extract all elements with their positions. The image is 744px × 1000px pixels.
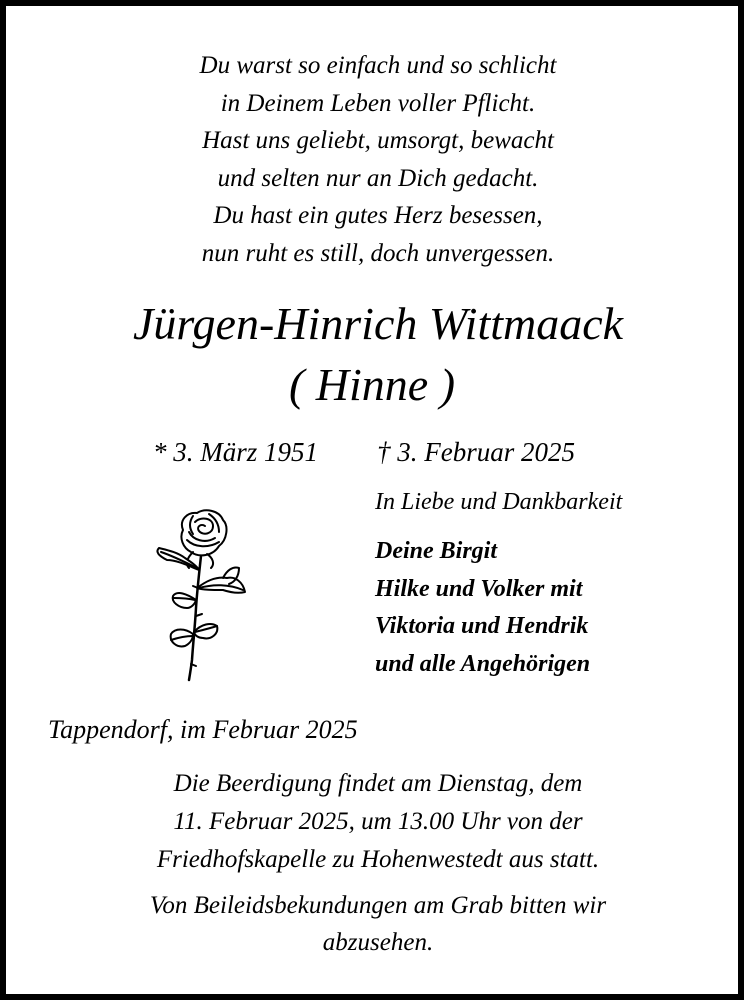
funeral-line: Die Beerdigung findet am Dienstag, dem	[173, 770, 583, 797]
mourner-line: Deine Birgit	[375, 538, 498, 564]
birth-date: * 3. März 1951	[153, 437, 319, 467]
deceased-nickname: ( Hinne )	[288, 359, 456, 410]
poem-line: nun ruht es still, doch unvergessen.	[201, 239, 555, 267]
mourners-intro: In Liebe und Dankbarkeit	[375, 489, 623, 515]
deceased-name: Jürgen-Hinrich Wittmaack	[132, 298, 624, 349]
funeral-line: 11. Februar 2025, um 13.00 Uhr von der	[173, 808, 583, 835]
poem-line: und selten nur an Dich gedacht.	[217, 164, 539, 192]
poem-line: in Deinem Leben voller Pflicht.	[220, 89, 536, 117]
poem-line: Du hast ein gutes Herz besessen,	[213, 202, 543, 229]
mourners-list	[375, 533, 590, 683]
rose-icon	[149, 504, 253, 682]
death-date: † 3. Februar 2025	[377, 437, 575, 467]
poem-line: Hast uns geliebt, umsorgt, bewacht	[202, 127, 554, 154]
mourner-line: Viktoria und Hendrik	[375, 613, 589, 639]
memorial-poem	[6, 47, 744, 272]
poem-line: Du warst so einfach und so schlicht	[199, 52, 557, 79]
condolence-line: abzusehen.	[322, 929, 434, 956]
condolence-request	[6, 887, 744, 961]
funeral-notice	[6, 765, 744, 879]
mourner-line: Hilke und Volker mit	[375, 575, 583, 602]
place-and-date: Tappendorf, im Februar 2025	[48, 715, 358, 744]
funeral-line: Friedhofskapelle zu Hohenwestedt aus statt.	[156, 846, 600, 873]
mourner-line: und alle Angehörigen	[375, 650, 591, 677]
condolence-line: Von Beileidsbekundungen am Grab bitten wir	[149, 892, 607, 919]
